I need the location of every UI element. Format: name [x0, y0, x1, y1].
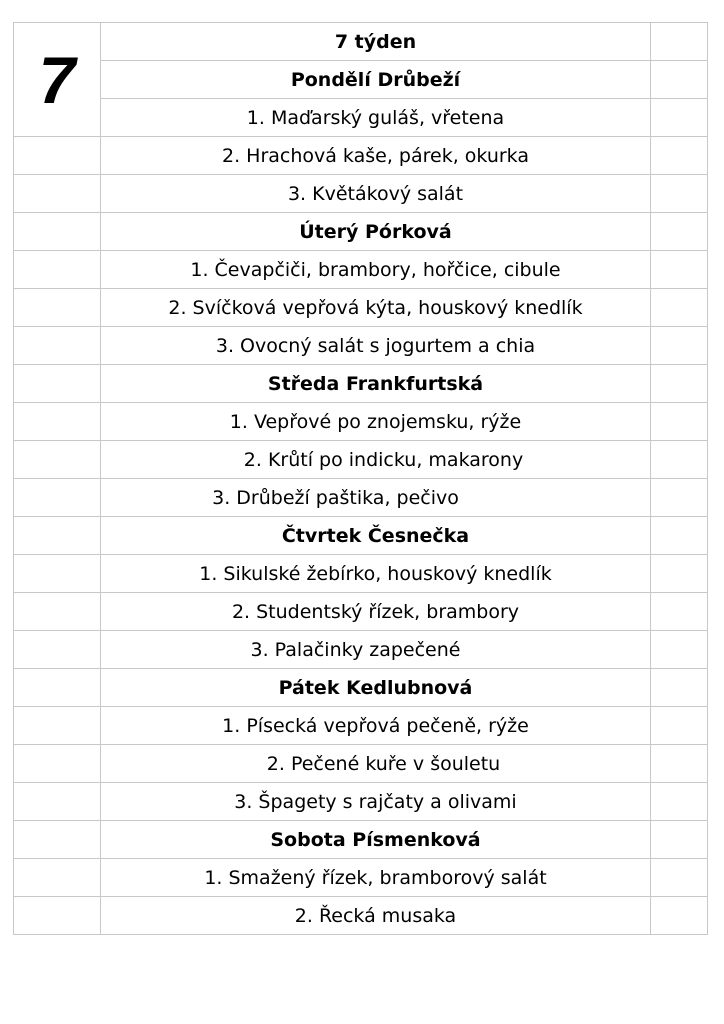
- meal-item: [101, 707, 651, 745]
- empty-cell: [651, 631, 708, 669]
- empty-cell: [651, 593, 708, 631]
- empty-cell: [14, 289, 101, 327]
- table-row: [14, 441, 708, 479]
- empty-cell: [651, 23, 708, 61]
- empty-cell: [14, 555, 101, 593]
- menu-item-text: 1. Čevapčiči, brambory, hořčice, cibule: [190, 258, 561, 281]
- empty-cell: [14, 897, 101, 935]
- day-heading-saturday: [101, 821, 651, 859]
- table-row: [14, 593, 708, 631]
- meal-item: [101, 403, 651, 441]
- day-heading-tuesday: [101, 213, 651, 251]
- table-row: [14, 23, 708, 61]
- menu-item-text: Čtvrtek Česnečka: [281, 524, 470, 547]
- table-row: [14, 213, 708, 251]
- empty-cell: [14, 327, 101, 365]
- empty-cell: [651, 517, 708, 555]
- empty-cell: [651, 61, 708, 99]
- menu-item-text: 7 týden: [334, 30, 417, 53]
- table-row: [14, 859, 708, 897]
- menu-item-text: 1. Sikulské žebírko, houskový knedlík: [199, 562, 552, 585]
- table-row: [14, 479, 708, 517]
- empty-cell: [651, 175, 708, 213]
- empty-cell: [14, 745, 101, 783]
- table-row: [14, 517, 708, 555]
- menu-item-text: 1. Smažený řízek, bramborový salát: [204, 866, 547, 889]
- empty-cell: [651, 403, 708, 441]
- meal-item: [101, 479, 651, 517]
- menu-item-text: 2. Krůtí po indicku, makarony: [243, 448, 524, 471]
- empty-cell: [651, 99, 708, 137]
- table-row: [14, 289, 708, 327]
- table-row: [14, 821, 708, 859]
- meal-item: [101, 593, 651, 631]
- table-row: [14, 669, 708, 707]
- day-heading-friday: [101, 669, 651, 707]
- table-row: [14, 555, 708, 593]
- empty-cell: [14, 441, 101, 479]
- table-row: [14, 745, 708, 783]
- empty-cell: [651, 441, 708, 479]
- table-row: [14, 175, 708, 213]
- week-number: 7: [14, 23, 101, 137]
- menu-item-text: 2. Pečené kuře v šouletu: [266, 752, 501, 775]
- meal-item: [101, 137, 651, 175]
- menu-item-text: 1. Maďarský guláš, vřetena: [246, 106, 505, 129]
- meal-item: [101, 251, 651, 289]
- meal-item: [101, 99, 651, 137]
- empty-cell: [14, 859, 101, 897]
- empty-cell: [14, 137, 101, 175]
- menu-item-text: 2. Svíčková vepřová kýta, houskový knedlík: [168, 296, 583, 319]
- meal-item: [101, 745, 651, 783]
- meal-item: [101, 327, 651, 365]
- menu-item-text: 3. Špagety s rajčaty a olivami: [234, 790, 517, 813]
- menu-item-text: Pondělí Drůbeží: [290, 68, 461, 91]
- day-heading-monday: [101, 61, 651, 99]
- table-row: [14, 61, 708, 99]
- empty-cell: [651, 897, 708, 935]
- table-row: [14, 783, 708, 821]
- meal-item: [101, 555, 651, 593]
- empty-cell: [651, 137, 708, 175]
- table-row: [14, 365, 708, 403]
- empty-cell: [14, 517, 101, 555]
- table-row: [14, 403, 708, 441]
- menu-item-text: 2. Studentský řízek, brambory: [231, 600, 520, 623]
- empty-cell: [14, 707, 101, 745]
- menu-item-text: 1. Vepřové po znojemsku, rýže: [229, 410, 522, 433]
- meal-item: [101, 631, 651, 669]
- week-title: [101, 23, 651, 61]
- menu-item-text: Úterý Pórková: [299, 220, 452, 243]
- empty-cell: [14, 175, 101, 213]
- meal-item: [101, 441, 651, 479]
- empty-cell: [651, 669, 708, 707]
- table-row: [14, 327, 708, 365]
- empty-cell: [14, 593, 101, 631]
- day-heading-thursday: [101, 517, 651, 555]
- meal-item: [101, 897, 651, 935]
- meal-item: [101, 289, 651, 327]
- table-row: [14, 137, 708, 175]
- empty-cell: [651, 707, 708, 745]
- meal-item: [101, 859, 651, 897]
- menu-item-text: 1. Písecká vepřová pečeně, rýže: [222, 714, 529, 737]
- empty-cell: [14, 783, 101, 821]
- table-row: [14, 897, 708, 935]
- menu-item-text: Sobota Písmenková: [270, 828, 481, 851]
- table-row: [14, 99, 708, 137]
- empty-cell: [651, 251, 708, 289]
- menu-item-text: 3. Palačinky zapečené: [250, 638, 461, 661]
- empty-cell: [651, 859, 708, 897]
- table-row: [14, 631, 708, 669]
- weekly-menu-table: [13, 22, 708, 935]
- menu-item-text: 2. Řecká musaka: [294, 904, 457, 927]
- empty-cell: [651, 479, 708, 517]
- empty-cell: [651, 327, 708, 365]
- menu-item-text: 3. Ovocný salát s jogurtem a chia: [215, 334, 536, 357]
- empty-cell: [14, 479, 101, 517]
- empty-cell: [651, 289, 708, 327]
- table-row: [14, 707, 708, 745]
- menu-item-text: 3. Květákový salát: [287, 182, 464, 205]
- empty-cell: [14, 821, 101, 859]
- empty-cell: [651, 213, 708, 251]
- menu-item-text: 3. Drůbeží paštika, pečivo: [212, 486, 459, 509]
- menu-item-text: Pátek Kedlubnová: [278, 676, 473, 699]
- meal-item: [101, 175, 651, 213]
- table-row: [14, 251, 708, 289]
- empty-cell: [651, 821, 708, 859]
- meal-item: [101, 783, 651, 821]
- empty-cell: [14, 365, 101, 403]
- empty-cell: [14, 669, 101, 707]
- day-heading-wednesday: [101, 365, 651, 403]
- empty-cell: [651, 783, 708, 821]
- empty-cell: [651, 745, 708, 783]
- menu-item-text: Středa Frankfurtská: [267, 372, 484, 395]
- empty-cell: [14, 631, 101, 669]
- empty-cell: [14, 213, 101, 251]
- menu-item-text: 2. Hrachová kaše, párek, okurka: [221, 144, 529, 167]
- empty-cell: [14, 403, 101, 441]
- empty-cell: [651, 555, 708, 593]
- empty-cell: [651, 365, 708, 403]
- empty-cell: [14, 251, 101, 289]
